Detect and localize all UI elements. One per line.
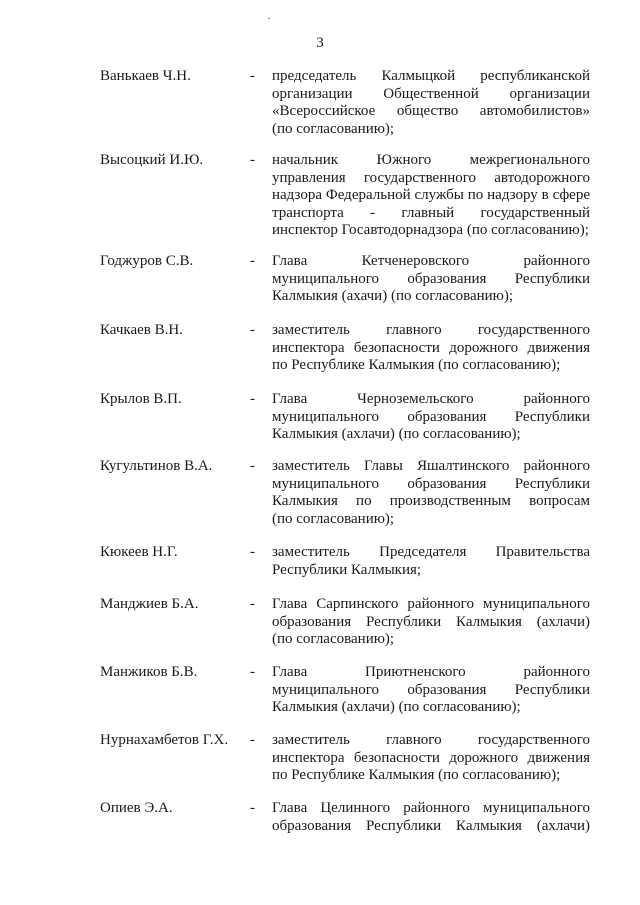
description-line: образования Республики Калмыкия (ахлачи) (272, 613, 590, 630)
entry-description (272, 253, 590, 306)
description-line: заместитель Председателя Правительства (272, 544, 590, 560)
entry-dash: - (250, 458, 255, 474)
description-line: (по согласованию); (272, 510, 395, 527)
description-line: образования Республики Калмыкия (ахлачи) (272, 817, 590, 834)
entry-name: Качкаев В.Н. (100, 322, 183, 338)
description-line: транспорта - главный государственный (272, 204, 590, 221)
entry-dash: - (250, 322, 255, 338)
description-line: (по согласованию); (272, 120, 395, 137)
entry-description (272, 732, 590, 785)
entry-dash: - (250, 732, 255, 748)
description-line: по Республике Калмыкия (по согласованию); (272, 357, 561, 373)
description-line: Глава Целинного районного муниципального (272, 800, 590, 816)
entry-name: Крылов В.П. (100, 391, 182, 407)
description-line: заместитель главного государственного (272, 322, 590, 338)
entry-description (272, 544, 590, 579)
description-line: «Всероссийское общество автомобилистов» (272, 103, 590, 119)
entry-name: Кюкеев Н.Г. (100, 544, 178, 560)
entry-dash: - (250, 664, 255, 680)
description-line: организации Общественной организации (272, 85, 590, 102)
entry-description (272, 596, 590, 649)
description-line: Калмыкия (ахлачи) (по согласованию); (272, 699, 521, 715)
entry-name: Опиев Э.А. (100, 800, 173, 816)
entry-dash: - (250, 152, 255, 168)
description-line: Республики Калмыкия; (272, 561, 422, 578)
entry-description (272, 152, 590, 240)
entry-description (272, 664, 590, 717)
entry-description (272, 800, 590, 835)
description-line: муниципального образования Республики (272, 681, 590, 698)
entry-dash: - (250, 800, 255, 816)
description-line: надзора Федеральной службы по надзору в сфере (272, 187, 590, 203)
entry-dash: - (250, 544, 255, 560)
description-line: председатель Калмыцкой республиканской (272, 68, 590, 84)
page-number: 3 (316, 35, 324, 51)
entry-description (272, 322, 590, 375)
description-line: муниципального образования Республики (272, 475, 590, 492)
description-line: заместитель главного государственного (272, 732, 590, 748)
description-line: (по согласованию); (272, 631, 395, 647)
description-line: инспектора безопасности дорожного движения (272, 339, 590, 356)
description-line: управления государственного автодорожного (272, 169, 590, 186)
entry-name: Кугультинов В.А. (100, 458, 213, 474)
scan-speck (268, 18, 270, 19)
description-line: муниципального образования Республики (272, 408, 590, 425)
description-line: заместитель Главы Яшалтинского районного (272, 458, 590, 474)
description-line: по Республике Калмыкия (по согласованию); (272, 767, 561, 783)
entry-dash: - (250, 596, 255, 612)
description-line: начальник Южного межрегионального (272, 152, 590, 168)
description-line: Калмыкия по производственным вопросам (272, 493, 590, 509)
description-line: инспектора безопасности дорожного движения (272, 749, 590, 766)
description-line: Глава Черноземельского районного (272, 391, 590, 407)
entry-name: Ванькаев Ч.Н. (100, 68, 191, 84)
entry-name: Нурнахамбетов Г.Х. (100, 732, 229, 748)
entry-name: Манжиков Б.В. (100, 664, 198, 680)
entry-dash: - (250, 68, 255, 84)
entry-name: Манджиев Б.А. (100, 596, 199, 612)
entry-dash: - (250, 253, 255, 269)
description-line: Глава Сарпинского районного муниципального (272, 596, 590, 612)
entry-name: Высоцкий И.Ю. (100, 152, 204, 168)
entry-description (272, 68, 590, 138)
description-line: Глава Приютненского районного (272, 664, 590, 680)
entry-dash: - (250, 391, 255, 407)
description-line: Калмыкия (ахачи) (по согласованию); (272, 288, 514, 304)
description-line: Глава Кетченеровского районного (272, 253, 590, 269)
entry-description (272, 458, 590, 528)
description-line: инспектор Госавтодорнадзора (по согласованию); (272, 222, 589, 238)
entry-name: Годжуров С.В. (100, 253, 194, 269)
description-line: муниципального образования Республики (272, 270, 590, 287)
entry-description (272, 391, 590, 444)
description-line: Калмыкия (ахлачи) (по согласованию); (272, 426, 521, 442)
